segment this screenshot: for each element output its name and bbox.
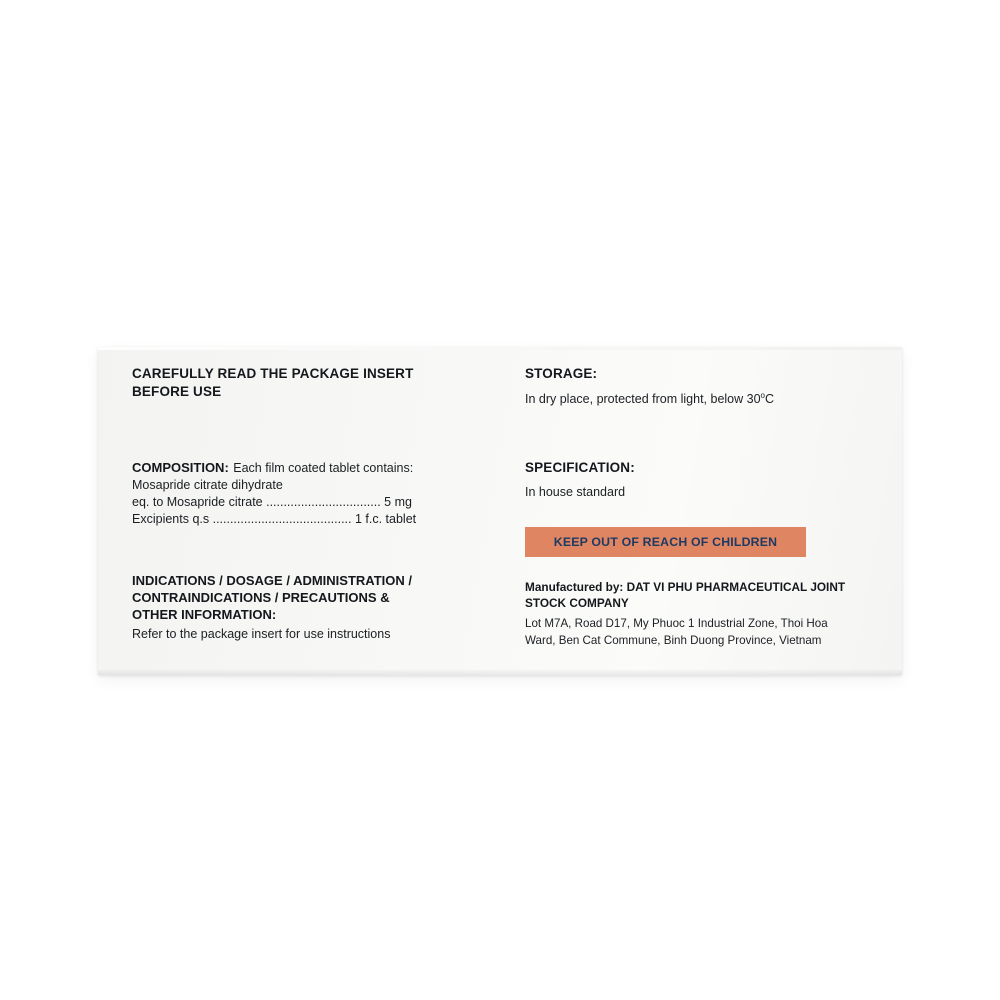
specification-text: In house standard: [525, 485, 626, 499]
storage-text-row: [525, 391, 875, 408]
storage-text: In dry place, protected from light, below 30: [525, 392, 761, 406]
manufacturer-line-1: Manufactured by: DAT VI PHU PHARMACEUTICAL JOINT: [525, 580, 846, 594]
headline-line-2: BEFORE USE: [132, 384, 222, 399]
composition-title: COMPOSITION:: [132, 460, 229, 475]
composition-subtitle: Each film coated tablet contains:: [233, 461, 414, 475]
composition-title-row: [132, 459, 482, 477]
indications-line-1: INDICATIONS / DOSAGE / ADMINISTRATION /: [132, 573, 412, 588]
storage-unit: C: [765, 392, 775, 406]
indications-block: [132, 572, 492, 643]
storage-title: STORAGE:: [525, 366, 598, 381]
headline-line-1: CAREFULLY READ THE PACKAGE INSERT: [132, 366, 414, 381]
keep-out-of-reach-label: KEEP OUT OF REACH OF CHILDREN: [553, 535, 778, 549]
manufacturer-block: [525, 579, 885, 649]
composition-block: [132, 459, 482, 528]
indications-line-3: OTHER INFORMATION:: [132, 607, 277, 622]
indications-line-2: CONTRAINDICATIONS / PRECAUTIONS &: [132, 590, 390, 605]
manufacturer-address-line-2: Ward, Ben Cat Commune, Binh Duong Province, Vietnam: [525, 634, 822, 647]
medicine-carton-side-panel: [98, 347, 902, 675]
storage-block: [525, 365, 875, 408]
manufacturer-line-2: STOCK COMPANY: [525, 596, 629, 610]
keep-out-of-reach-banner: [525, 527, 806, 557]
degree-symbol: o: [760, 390, 765, 400]
read-package-insert-headline: [132, 365, 472, 401]
composition-line-1: Mosapride citrate dihydrate: [132, 478, 283, 492]
indications-note: Refer to the package insert for use instructions: [132, 627, 391, 641]
composition-line-2: eq. to Mosapride citrate ................................. 5 mg: [132, 495, 412, 509]
specification-block: [525, 459, 875, 501]
manufacturer-address-line-1: Lot M7A, Road D17, My Phuoc 1 Industrial Zone, Thoi Hoa: [525, 617, 828, 630]
specification-title: SPECIFICATION:: [525, 460, 635, 475]
composition-line-3: Excipients q.s ........................................ 1 f.c. tablet: [132, 512, 417, 526]
